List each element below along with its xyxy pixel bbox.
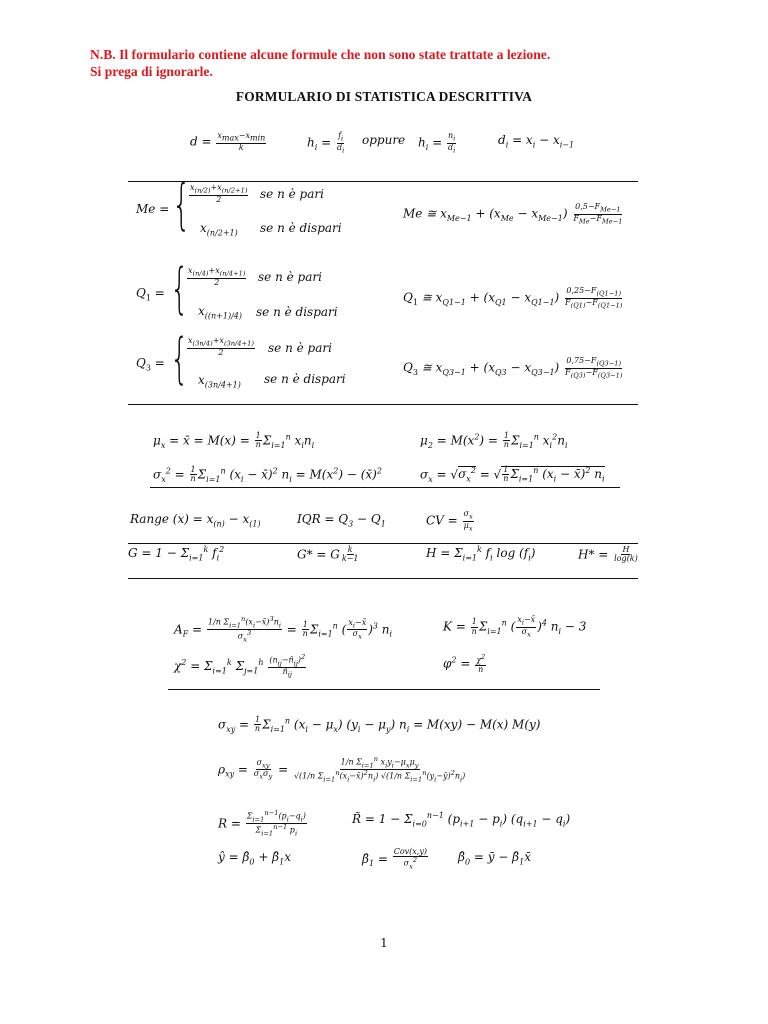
median-even: $\frac{x_{(n/2)}+x_{(n/2+1)}}{2}$	[190, 183, 248, 204]
median-label: Me =	[136, 202, 170, 216]
formula-mean: $\mu_x$ = x̄ = M(x) = $\frac{1}{n}$ $\Sigma_{i=1}^n$ $x_in_i$	[153, 431, 315, 450]
formula-correlation: $\rho_{xy}$ = $\frac{\sigma_{xy}}{\sigma_x\sigma_y}$ = $\frac{1/n \Sigma_{i=1}^n x_iy_i-\mu_x\mu_y}{√(1/n \Sigma_{i=1}^n(x_i-x̄)^2n_i) √(1/n \Sigma_{i=1}^n(y_i-ȳ)^2n_i)}$	[218, 755, 466, 784]
q1-se-dispari: se n è dispari	[256, 305, 338, 319]
formula-range: Range $(x) = x_{(n)} - x_{(1)}$	[130, 512, 261, 529]
formula-cv: CV = $\frac{\sigma_x}{\mu_x}$	[426, 509, 473, 533]
median-brace: {	[172, 173, 191, 236]
divider-1	[128, 181, 638, 182]
formula-density-h2: $h_i$ = $\frac{n_i}{d_i}$	[418, 131, 456, 155]
formula-concentration-r-tilde: R̃ = $1 - \Sigma_{i=0}^{n-1}$ $(p_{i+1} - p_i) (q_{i+1} - q_i)$	[352, 811, 571, 829]
oppure-label: oppure	[362, 133, 406, 147]
formula-regression: ŷ = $\betâ_0$ + $\betâ_1x$	[218, 850, 291, 867]
formula-stdev: $\sigma_x = √\sigma_x^2$ = √ $\frac{1}{n}$ $\Sigma_{i=1}^n$ ($x_i$ − x̄)$^2$ $n_i$	[420, 465, 605, 484]
formula-density-h1: $h_i$ = $\frac{f_i}{d_i}$	[307, 131, 345, 155]
formula-kurtosis: K = $\frac{1}{n}$ $\Sigma_{i=1}^n$ ( $\frac{x_i-x̄}{\sigma_x}$ )$^4$ $n_i - 3$	[443, 615, 587, 639]
formula-entropy-norm: H* = $\frac{H}{\log(k)}$	[578, 545, 638, 564]
note	[90, 46, 550, 80]
divider-5	[128, 578, 638, 579]
divider-2	[128, 404, 638, 405]
formula-gini-norm: G* = G $\frac{k}{k-1}$	[297, 545, 359, 564]
formula-variance: $\sigma_x^2$ = $\frac{1}{n}$ $\Sigma_{i=1}^n$ ($x_i$ − x̄)$^2$ $n_i = M(x^2)$ − (x̄)$^2$	[153, 465, 382, 484]
q3-interpolation: $Q_3$ ≅ $x_{Q3-1} + (x_{Q3} - x_{Q3-1})$ $\frac{0,75-F_{(Q3-1)}}{F_{(Q3)}-F_{(Q3-1)}}$	[403, 356, 623, 380]
median-se-pari: se n è pari	[260, 187, 324, 201]
q1-se-pari: se n è pari	[258, 270, 322, 284]
q1-brace: {	[170, 257, 189, 320]
divider-3	[150, 487, 620, 488]
q1-label: $Q_1$ =	[136, 286, 165, 303]
q1-odd: $x_{((n+1)/4)}$	[198, 304, 242, 321]
q3-label: $Q_3$ =	[136, 356, 165, 373]
q3-even: $\frac{x_{(3n/4)}+x_{(3n/4+1)}}{2}$	[188, 336, 254, 357]
q3-se-dispari: se n è dispari	[264, 372, 346, 386]
q3-se-pari: se n è pari	[268, 341, 332, 355]
median-odd: $x_{(n/2+1)}$	[200, 221, 238, 238]
formula-covariance: $\sigma_{xy}$ = $\frac{1}{n}$ $\Sigma_{i=1}^n$ $(x_i - \mu_x) (y_i - \mu_y) n_i = M(xy) - M(x)$ M(y)	[218, 715, 541, 734]
formula-beta0: $\betâ_0$ = ȳ − $\betâ_1x̄$	[458, 850, 531, 867]
formula-mu2: $\mu_2 = M(x^2)$ = $\frac{1}{n}$ $\Sigma_{i=1}^n$ $x_i^2n_i$	[420, 431, 568, 450]
formula-concentration-r: R = $\frac{\Sigma_{i=1}^{n-1}(p_i-q_i)}{\Sigma_{i=1}^{n-1} p_i}$	[218, 809, 306, 838]
formula-class-width: d = $\frac{x_{max}-x_{min}}{k}$	[190, 131, 266, 152]
page-number: 1	[380, 936, 388, 950]
note-line-1: N.B. Il formulario contiene alcune formule che non sono state trattate a lezione.	[90, 47, 551, 62]
formula-beta1: $\betâ_1$ = $\frac{\text{Cov(x,y)}}{\sigma_x^2}$	[362, 847, 427, 871]
formula-iqr: IQR = $Q_3 - Q_1$	[297, 512, 386, 529]
formula-diff-d: $d_i = x_i - x_{i-1}$	[498, 133, 575, 150]
formula-chi2: $\chi^2 = \Sigma_{i=1}^k$ $\Sigma_{j=1}^h$ $\frac{(n_{ij}-n̂_{ij})^2}{n̂_{ij}}$	[174, 653, 306, 679]
q1-even: $\frac{x_{(n/4)}+x_{(n/4+1)}}{2}$	[188, 266, 246, 287]
median-interpolation: Me ≅ $x_{Me-1} + (x_{Me} - x_{Me-1})$ $\frac{0,5-F_{Me-1}}{F_{Me}-F_{Me-1}}$	[403, 202, 623, 226]
median-se-dispari: se n è dispari	[260, 221, 342, 235]
divider-6	[168, 689, 600, 690]
q3-odd: $x_{(3n/4+1)}$	[198, 373, 241, 390]
q3-brace: {	[170, 327, 189, 390]
page-title: FORMULARIO DI STATISTICA DESCRITTIVA	[235, 89, 533, 104]
formula-skewness: $A_F$ = $\frac{1/n \Sigma_{i=1}^n(x_i-x̄)^3n_i}{\sigma_x^3}$ = $\frac{1}{n}$ $\Sigma_{i=1}^n$ ( $\frac{x_i-x̄}{\sigma_x}$ )$^3$ $n_i$	[174, 615, 393, 644]
note-line-2: Si prega di ignorarle.	[90, 64, 213, 79]
formula-gini: $G = 1 - \Sigma_{i=1}^k$ $f_i^2$	[128, 545, 225, 563]
formula-entropy: $H = \Sigma_{i=1}^k$ $f_i$ $\log (f_i)$	[426, 545, 536, 563]
q1-interpolation: $Q_1$ ≅ $x_{Q1-1} + (x_{Q1} - x_{Q1-1})$ $\frac{0,25-F_{(Q1-1)}}{F_{(Q1)}-F_{(Q1-1)}}$	[403, 286, 623, 310]
formula-phi2: $\varphi^2$ = $\frac{\chi^2}{n}$	[443, 653, 486, 675]
